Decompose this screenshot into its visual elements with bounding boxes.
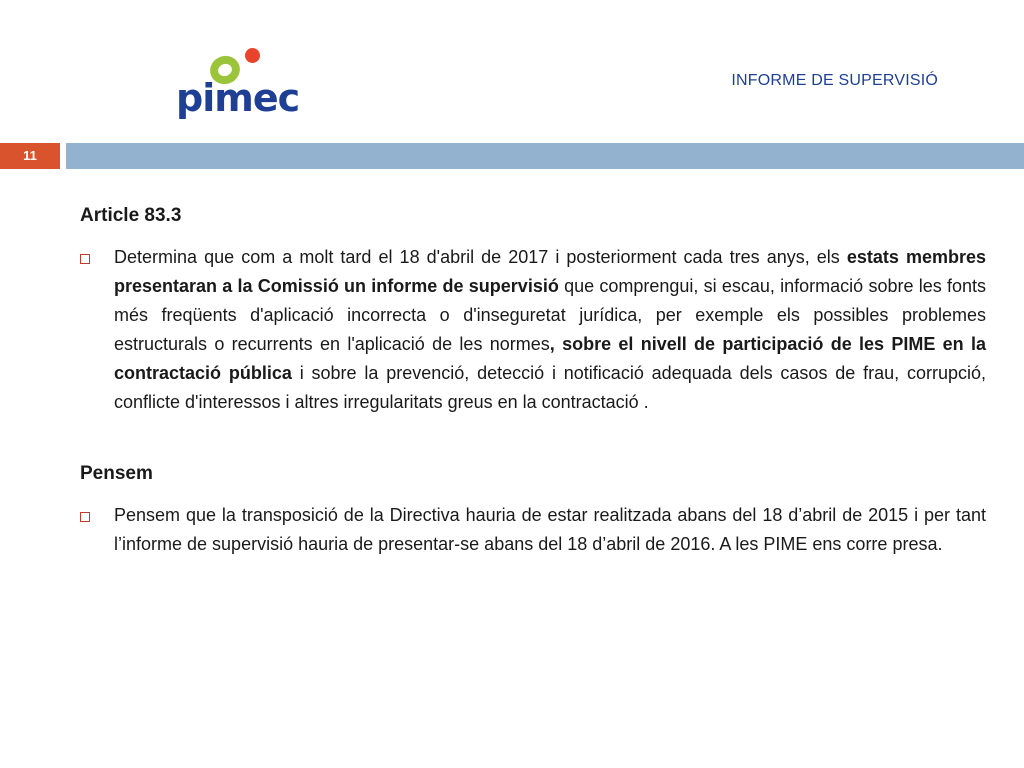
square-bullet-icon bbox=[80, 254, 90, 264]
section-heading-article: Article 83.3 bbox=[80, 205, 182, 226]
text-segment: Pensem que la transposició de la Directiva hauria de estar realitzada abans del 18 d’abril de 2015 i per tant l’informe de supervisió hauria de presentar-se abans del 18 d’abril de 2016. A les PIME ens corre presa. bbox=[114, 505, 986, 554]
text-segment-bold: estats membres presentaran a la Comissió un informe de supervisió bbox=[114, 247, 986, 296]
text-segment-bold: , sobre el nivell de participació de les PIME en la contractació pública bbox=[114, 334, 986, 383]
text-segment: Determina que com a molt tard el 18 d'abril de 2017 i posteriorment cada tres anys, els bbox=[114, 247, 847, 267]
logo-red-dot-icon bbox=[245, 48, 260, 63]
header-title: INFORME DE SUPERVISIÓ bbox=[731, 72, 938, 89]
section-heading-pensem: Pensem bbox=[80, 463, 153, 484]
bullet-item-pensem bbox=[80, 501, 986, 559]
bullet-text-article bbox=[114, 243, 986, 417]
page-number-badge: 11 bbox=[0, 143, 60, 169]
slide-content bbox=[80, 203, 986, 579]
square-bullet-icon bbox=[80, 512, 90, 522]
header-bar bbox=[66, 143, 1024, 169]
text-segment: que comprengui, si escau, informació sobre les fonts més freqüents d'aplicació incorrecta o d'inseguretat jurídica, per exemple els possibles problemes estructurals o recurrents en l'aplicació de les normes bbox=[114, 276, 986, 354]
pimec-logo bbox=[176, 46, 300, 126]
logo-text: pimec bbox=[176, 76, 300, 120]
text-segment: i sobre la prevenció, detecció i notificació adequada dels casos de frau, corrupció, conflicte d'interessos i altres irregularitats greus en la contractació . bbox=[114, 363, 986, 412]
bullet-text-pensem bbox=[114, 501, 986, 559]
bullet-item-article bbox=[80, 243, 986, 417]
